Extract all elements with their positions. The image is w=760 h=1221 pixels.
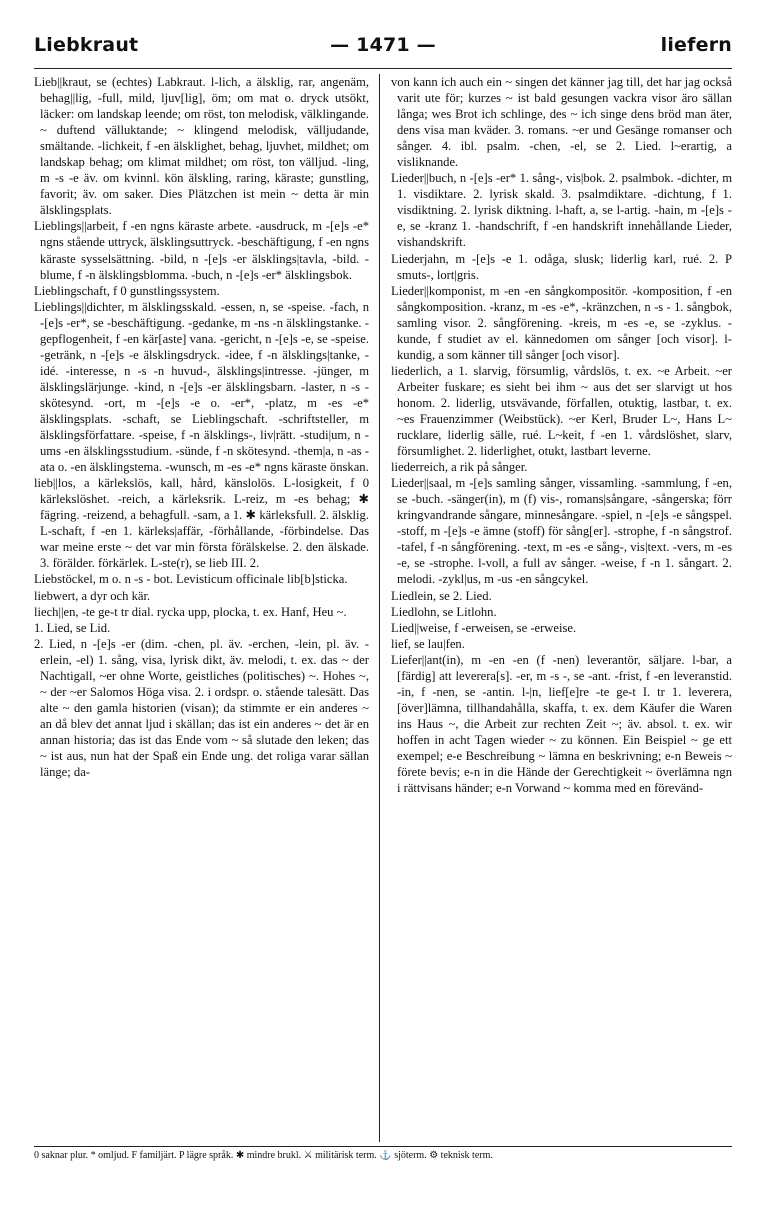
entry: lief, se lau|fen. bbox=[391, 636, 465, 651]
entry: Lieder||buch, n -[e]s -er* 1. sång-, vis|bok. 2. psalmbok. -dichter, m 1. visdiktare. 2. lyrisk skald. 3. psalmdiktare. -dichtung, f 1. visdiktning. 2. lyrisk diktning. l-haft, a, se l-artig. -hain, m -[e]s -e, se -kranz 1. -handschrift, f -en handskrift innehållande Lieder, vishandskrift. bbox=[391, 171, 732, 250]
entry: Lied||weise, f -erweisen, se -erweise. bbox=[391, 620, 577, 635]
entry: Lieb||kraut, se (echtes) Labkraut. l-lich, a älsklig, rar, angenäm, behag||lig, -full, mild, ljuv[lig], öm; om mat o. dryck utsökt, läcker: om landskap leende; om röst, ton melodisk, välklingande. ~ duftend välluktande; ~ klingend melodisk, välljudande, smältande. -lichkeit, f -en älsklighet, behag, ljuvhet, mildhet; om landskap behag; om klimat mildhet; om röst, ton välljud. -ling, m -s -e äv. om kvinnl. kön älskling, raring, käraste; gunstling, favorit; äv. om saker. Dies Plätzchen ist mein ~ detta är min älsklingsplats. bbox=[34, 75, 369, 218]
entry: Liederjahn, m -[e]s -e 1. odåga, slusk; liderlig karl, rué. 2. P smuts-, lort|gris. bbox=[391, 251, 732, 282]
page-number: — 1471 — bbox=[330, 34, 436, 56]
entry: Lieder||komponist, m -en -en sångkompositör. -komposition, f -en sångkomposition. -kranz, m -es -e*, -kränzchen, n -s - 1. sångbok, samling visor. 2. sångförening. -kreis, m -es -e, se -zyklus. -kunde, f studiet av el. kännedomen om sånger [och visor]. l-kundig, a som känner till sånger [och visor]. bbox=[391, 283, 732, 362]
column-divider bbox=[379, 74, 380, 1142]
entry: Liebstöckel, m o. n -s - bot. Levisticum officinale lib[b]sticka. bbox=[34, 572, 348, 587]
entry: Lieblingschaft, f 0 gunstlingssystem. bbox=[34, 283, 220, 298]
header-first-headword: Liebkraut bbox=[34, 34, 139, 56]
header-rule bbox=[34, 68, 732, 69]
header-last-headword: liefern bbox=[660, 34, 732, 56]
entry: Lieblings||arbeit, f -en ngns käraste arbete. -ausdruck, m -[e]s -e* ngns stående uttryck, älsklingsuttryck. -beschäftigung, f -en ngns käraste sysselsättning. -bild, n -[e]s -er älsklings|tavla, -bild. -blume, f -n älsklingsblomma. -buch, n -[e]s -er* älsklingsbok. bbox=[34, 219, 369, 282]
entry: von kann ich auch ein ~ singen det känner jag till, det har jag också varit ute för; kurzes ~ ist bald gesungen vackra visor äro sällan långa; wes Brot ich schlinge, des ~ ich singe dens bröd man äter, dens visa man kväder. 3. romans. ~er und Gesänge romanser och sånger. 4. ibl. psalm. -chen, -el, se 2. Lied. l~erartig, a visliknande. bbox=[391, 75, 732, 170]
entry: Liefer||ant(in), m -en -en (f -nen) leverantör, säljare. l-bar, a [färdig] att leverera[s]. -er, m -s -, se -ant. -frist, f -en leveranstid. -in, f -nen, se -antin. l-|n, lief[e]re -te ge-t I. tr 1. leverera, [över]lämna, tillhandahålla, skaffa, t. ex. dem Käufer die Waren ins Haus ~, die Arbeit zur rechten Zeit ~; äv. absol. t. ex. wir hoffen in acht Tagen wieder ~ zu können. Ein Beispiel ~ ge ett exempel; e-e Beschreibung ~ lämna en beskrivning; e-n Beweis ~ förete bevis; e-n in die Hände der Gerechtigkeit ~ överlämna ngn i rättvisans händer; e-n Vorwand ~ komma med en förevänd- bbox=[391, 652, 732, 796]
footer-rule bbox=[34, 1146, 732, 1147]
entry: liederlich, a 1. slarvig, försumlig, vårdslös, t. ex. ~e Arbeit. ~er Arbeiter fuskare; es sieht bei ihm ~ aus det ser slarvigt ut hos honom. 2. liderlig, utsvävande, förfallen, otuktig, lastbar, t. ex. ~es Frauenzimmer (Weibstück). ~er Kerl, Bruder L~, Hans L~ rucklare, liderlig sälle, rué. L~keit, f -en 1. vårdslöshet, slarv, försumlighet. 2. liderlighet, otukt, lastbart leverne. bbox=[391, 363, 732, 459]
left-column bbox=[34, 74, 369, 1142]
entry: liech||en, -te ge-t tr dial. rycka upp, plocka, t. ex. Hanf, Heu ~. bbox=[34, 604, 347, 619]
entry: liederreich, a rik på sånger. bbox=[391, 460, 528, 475]
columns bbox=[34, 74, 732, 1142]
entry: liebwert, a dyr och kär. bbox=[34, 588, 151, 603]
entry: 1. Lied, se Lid. bbox=[34, 620, 111, 635]
dictionary-page bbox=[34, 30, 732, 1190]
entry: Liedlein, se 2. Lied. bbox=[391, 588, 492, 603]
abbreviation-legend: 0 saknar plur. * omljud. F familjärt. P lägre språk. ✱ mindre brukl. ⚔ militärisk term. ⚓ sjöterm. ⚙ teknisk term. bbox=[34, 1150, 493, 1161]
entry: Lieder||saal, m -[e]s samling sånger, vissamling. -sammlung, f -en, se -buch. -sänger(in), m (f) vis-, romans|sångare, -sångerska; förr kringvandrande sångare, minnesångare. -spiel, n -[e]s -e sångspel. -stoff, m -[e]s -e ämne (stoff) för sång[er]. -strophe, f -n sångstrof. -tafel, f -n sångförening. -text, m -es -e sång-, vis|text. -vers, m -es -e, se -strophe. l-voll, a full av sånger. -weise, f -n 1. sångart. 2. melodi. -zykl|us, m -us -en sångcykel. bbox=[391, 476, 732, 587]
entry: 2. Lied, n -[e]s -er (dim. -chen, pl. äv. -erchen, -lein, pl. äv. -erlein, -el) 1. sång, visa, lyrisk dikt, äv. melodi, t. ex. das ~ der Nachtigall, ~er ohne Worte, geistliches (politisches) ~. Hohes ~, ~ der ~er Salomos Höga visa. 2. i ordspr. o. stående talesätt. Das alte ~ den gamla historien (visan); da stimmte er ein anderes ~ an då blev det annat ljud i skällan; das ist ein anderes ~ det är en annan historia; das ist das Ende vom ~ så slutade den leken; das ~ ist aus, nun hat der Spaß ein Ende ung. det roliga varar sällan länge; da- bbox=[34, 636, 369, 780]
entry: Lieblings||dichter, m älsklingsskald. -essen, n, se -speise. -fach, n -[e]s -er*, se -beschäftigung. -gedanke, m -ns -n älsklingstanke. -gepflogenheit, f -en kär[aste] vana. -gericht, n -[e]s -e, se -speise. -getränk, n -[e]s -e älsklingsdryck. -idee, f -n älsklings|tanke, -idé. -interesse, n -s -n huvud-, älsklings|intresse. -jünger, m älsklingslärjunge. -kind, n -[e]s -er älsklingsbarn. -laster, n -s - skötesynd. -ort, m -[e]s -e o. -er*, -platz, m -es -e* älsklingsplats. -schaft, se Lieblingschaft. -schriftsteller, m älsklingsförfattare. -speise, f -n älsklings-, liv|rätt. -studi|um, n -ums -en älsklingsstudium. -sünde, f -n skötesynd. -them|a, n -as -ata o. -en älsklingstema. -wunsch, m -es -e* ngns käraste önskan. bbox=[34, 299, 369, 475]
page-header bbox=[34, 30, 732, 62]
right-column bbox=[391, 74, 732, 1142]
entry: Liedlohn, se Litlohn. bbox=[391, 604, 497, 619]
entry: lieb||los, a kärlekslös, kall, hård, känslolös. L-losigkeit, f 0 kärlekslöshet. -reich, a kärleksrik. L-reiz, m -es behag; ✱ fägring. -reizend, a behagfull. -sam, a 1. ✱ kärleksfull. 2. älsklig. L-schaft, f -en 1. kärleks|affär, -förhållande, -förbindelse. Das war meine erste ~ det var min första förälskelse. 2. den älskade. 3. förälder. förkärlek. L-ste(r), se lieb III. 2. bbox=[34, 476, 369, 571]
